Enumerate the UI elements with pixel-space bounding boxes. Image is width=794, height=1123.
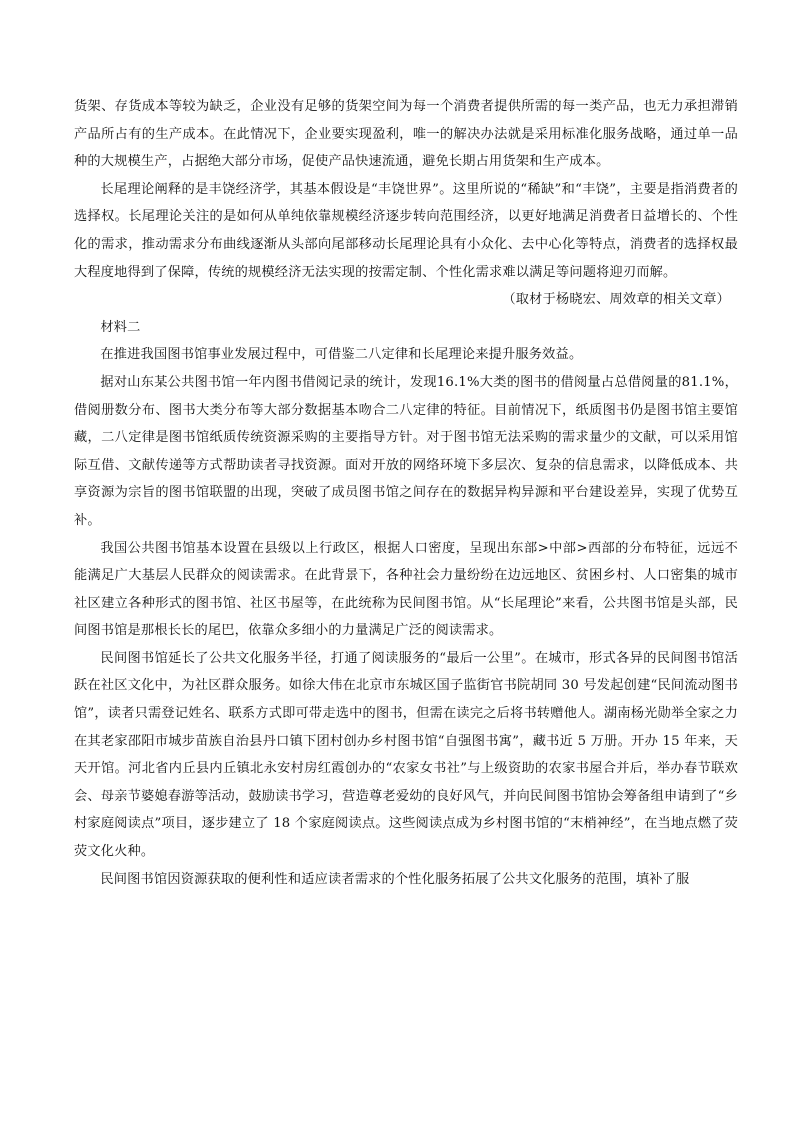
paragraph-1: 货架、存货成本等较为缺乏，企业没有足够的货架空间为每一个消费者提供所需的每一类产品，也无力承担滞销产品所占有的生产成本。在此情况下，企业要实现盈利，唯一的解决办法就是采用标准化服务战略，通过单一品种的大规模生产，占据绝大部分市场，促使产品快速流通，避免长期占用货架和生产成本。	[74, 99, 738, 170]
paragraph-7: 民间图书馆因资源获取的便利性和适应读者需求的个性化服务拓展了公共文化服务的范围，填补了服	[100, 871, 690, 887]
paragraph-4: 据对山东某公共图书馆一年内图书借阅记录的统计，发现16.1%大类的图书的借阅量占总借阅量的81.1%，借阅册数分布、图书大类分布等大部分数据基本吻合二八定律的特征。目前情况下，纸质图书仍是图书馆主要馆藏，二八定律是图书馆纸质传统资源采购的主要指导方针。对于图书馆无法采购的需求量少的文献，可以采用馆际互借、文献传递等方式帮助读者寻找资源。面对开放的网络环境下多层次、复杂的信息需求，以降低成本、共享资源为宗旨的图书馆联盟的出现，突破了成员图书馆之间存在的数据异构异源和平台建设差异，实现了优势互补。	[74, 374, 738, 528]
paragraph-6: 民间图书馆延长了公共文化服务半径，打通了阅读服务的“最后一公里”。在城市，形式各异的民间图书馆活跃在社区文化中，为社区群众服务。如徐大伟在北京市东城区国子监街官书院胡同 30 号发起创建“民间流动图书馆”，读者只需登记姓名、联系方式即可带走选中的图书，但需在读完之后将书转赠他人。湖南杨光勋举全家之力在其老家邵阳市城步苗族自治县丹口镇下团村创办乡村图书馆“自强图书寓”，藏书近 5 万册。开办 15 年来，天天开馆。河北省内丘县内丘镇北永安村房红霞创办的“农家女书社”与上级资助的农家书屋合并后，举办春节联欢会、母亲节婆媳春游等活动，鼓励读书学习，营造尊老爱幼的良好风气，并向民间图书馆协会筹备组申请到了“乡村家庭阅读点”项目，逐步建立了 18 个家庭阅读点。这些阅读点成为乡村图书馆的“末梢神经”，在当地点燃了荧荧文化火种。	[74, 650, 738, 860]
document-body	[74, 93, 738, 893]
paragraph-3: 在推进我国图书馆事业发展过程中，可借鉴二八定律和长尾理论来提升服务效益。	[100, 347, 583, 363]
section-heading-material-2: 材料二	[100, 319, 141, 335]
paragraph-5: 我国公共图书馆基本设置在县级以上行政区，根据人口密度，呈现出东部>中部>西部的分布特征，远远不能满足广大基层人民群众的阅读需求。在此背景下，各种社会力量纷纷在边远地区、贫困乡村、人口密集的城市社区建立各种形式的图书馆、社区书屋等，在此统称为民间图书馆。从“长尾理论”来看，公共图书馆是头部，民间图书馆是那根长长的尾巴，依靠众多细小的力量满足广泛的阅读需求。	[74, 540, 738, 639]
source-citation: （取材于杨晓宏、周效章的相关文章）	[502, 292, 730, 308]
paragraph-2: 长尾理论阐释的是丰饶经济学，其基本假设是“丰饶世界”。这里所说的“稀缺”和“丰饶”，主要是指消费者的选择权。长尾理论关注的是如何从单纯依靠规模经济逐步转向范围经济，以更好地满足消费者日益增长的、个性化的需求，推动需求分布曲线逐渐从头部向尾部移动长尾理论具有小众化、去中心化等特点，消费者的选择权最大程度地得到了保障，传统的规模经济无法实现的按需定制、个性化需求难以满足等问题将迎刃而解。	[74, 181, 738, 280]
